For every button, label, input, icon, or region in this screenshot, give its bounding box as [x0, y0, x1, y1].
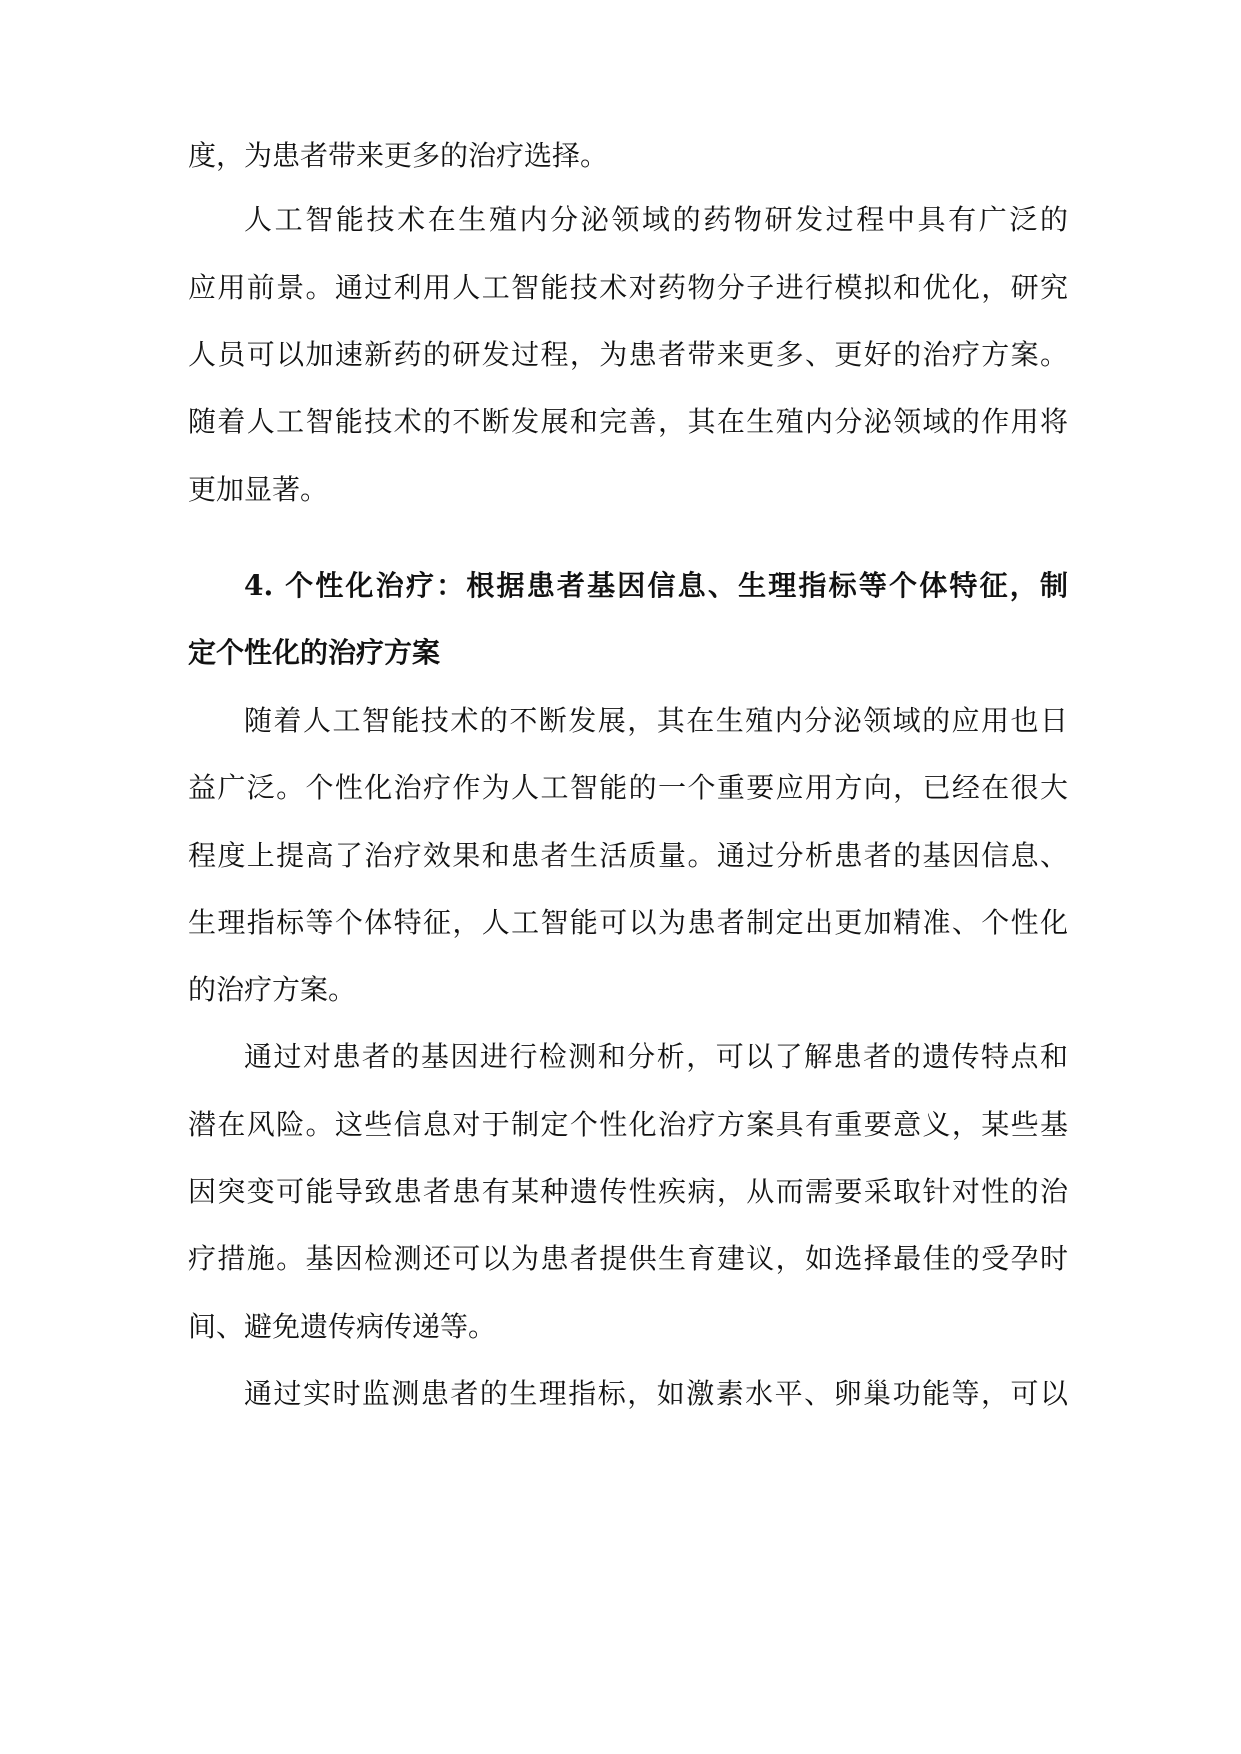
paragraph-line: 更加显著。 — [188, 473, 329, 506]
paragraph-line: 通过对患者的基因进行检测和分析，可以了解患者的遗传特点和 — [244, 1040, 1068, 1073]
section-heading: 定个性化的治疗方案 — [188, 636, 441, 669]
paragraph-line: 益广泛。个性化治疗作为人工智能的一个重要应用方向，已经在很大 — [188, 771, 1068, 804]
paragraph-line: 人工智能技术在生殖内分泌领域的药物研发过程中具有广泛的 — [244, 203, 1068, 236]
paragraph-line: 随着人工智能技术的不断发展，其在生殖内分泌领域的应用也日 — [244, 704, 1068, 737]
paragraph-line: 随着人工智能技术的不断发展和完善，其在生殖内分泌领域的作用将 — [188, 405, 1068, 438]
paragraph-line: 应用前景。通过利用人工智能技术对药物分子进行模拟和优化，研究 — [188, 271, 1068, 304]
paragraph-line: 间、避免遗传病传递等。 — [188, 1310, 497, 1343]
paragraph-line: 疗措施。基因检测还可以为患者提供生育建议，如选择最佳的受孕时 — [188, 1242, 1068, 1275]
paragraph-line: 潜在风险。这些信息对于制定个性化治疗方案具有重要意义，某些基 — [188, 1108, 1068, 1141]
paragraph-line: 度，为患者带来更多的治疗选择。 — [188, 139, 609, 172]
paragraph-line: 生理指标等个体特征，人工智能可以为患者制定出更加精准、个性化 — [188, 906, 1068, 939]
paragraph-line: 的治疗方案。 — [188, 973, 357, 1006]
paragraph-line: 因突变可能导致患者患有某种遗传性疾病，从而需要采取针对性的治 — [188, 1175, 1068, 1208]
paragraph-line: 人员可以加速新药的研发过程，为患者带来更多、更好的治疗方案。 — [188, 338, 1068, 371]
paragraph-line: 程度上提高了治疗效果和患者生活质量。通过分析患者的基因信息、 — [188, 839, 1068, 872]
section-heading: 4. 个性化治疗：根据患者基因信息、生理指标等个体特征，制 — [244, 569, 1068, 602]
paragraph-line: 通过实时监测患者的生理指标，如激素水平、卵巢功能等，可以 — [244, 1377, 1068, 1410]
